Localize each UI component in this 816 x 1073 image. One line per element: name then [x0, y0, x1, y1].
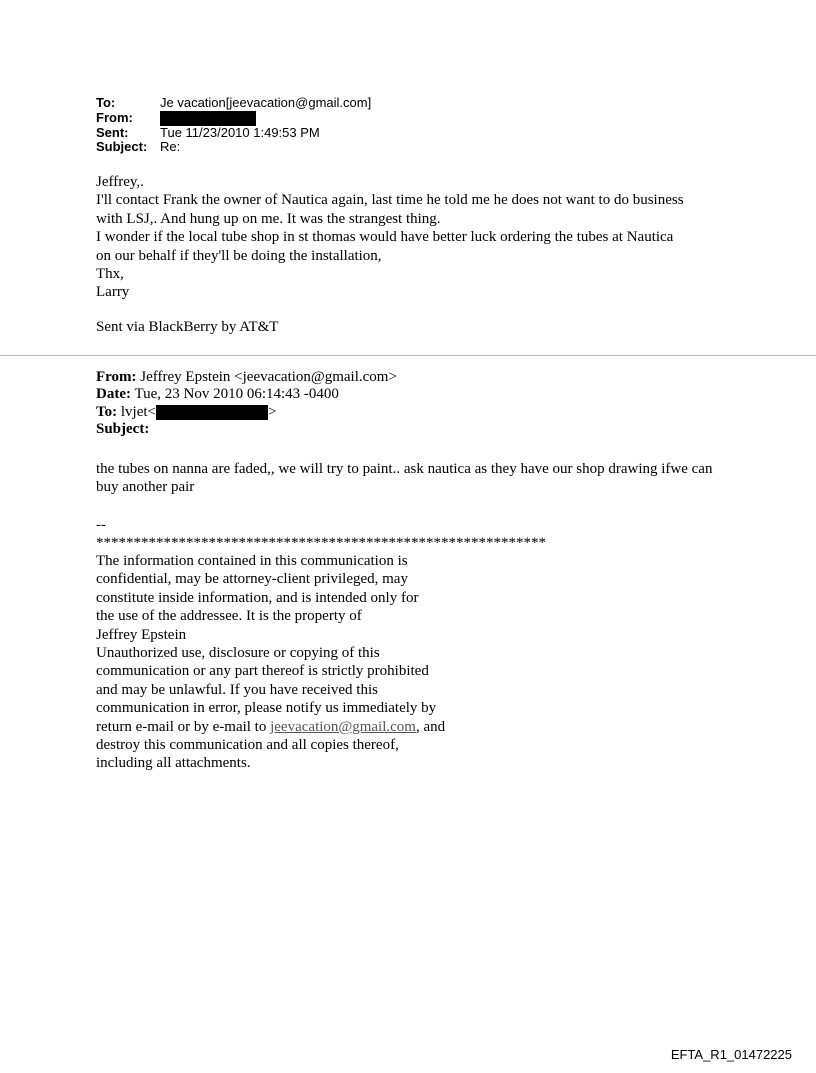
- subject-value: Re:: [160, 139, 181, 154]
- orig-from-row: [96, 369, 397, 386]
- orig-date-row: [96, 386, 397, 403]
- sent-row: [96, 126, 371, 141]
- orig-to-suffix: >: [268, 403, 277, 420]
- disclaimer-text-1: The information contained in this communication is confidential, may be attorney-client privileged, may constitute inside information, and is intended only for the use of the addressee. It is the property of Jeffrey Epstein Unauthorized use, disclosure or copying of this communication or any part thereof is strictly prohibited and may be unlawful. If you have received this communication in error, please notify us immediately by return e-mail or by e-mail to: [96, 553, 437, 735]
- orig-from-label: From:: [96, 369, 137, 385]
- from-label: From:: [96, 109, 133, 125]
- signature-dashes: --: [96, 517, 106, 533]
- document-id: EFTA_R1_01472225: [670, 1047, 792, 1062]
- to-value: Je vacation[jeevacation@gmail.com]: [160, 95, 372, 110]
- orig-to-label: To:: [96, 403, 118, 420]
- original-message-header: [96, 369, 397, 438]
- orig-subject-row: [96, 421, 397, 438]
- subject-row: [96, 140, 371, 155]
- sent-value: Tue 11/23/2010 1:49:53 PM: [160, 124, 320, 140]
- orig-date-label: Date:: [96, 386, 131, 403]
- email-link[interactable]: jeevacation@gmail.com: [270, 718, 416, 735]
- divider: [0, 355, 816, 356]
- to-row: [96, 96, 371, 111]
- orig-date-value: Tue, 23 Nov 2010 06:14:43 -0400: [134, 386, 339, 403]
- orig-to-row: [96, 404, 397, 421]
- orig-from-value: Jeffrey Epstein <jeevacation@gmail.com>: [140, 369, 397, 385]
- signature-separator: [96, 516, 546, 552]
- disclaimer: [96, 552, 445, 773]
- reply-body: Jeffrey,. I'll contact Frank the owner of Nautica again, last time he told me he does not want to do business with LSJ,. And hung up on me. It was the strangest thing. I wonder if the local tube shop in st thomas would have better luck ordering the tubes at Nautica on our behalf if they'll be doing the installation, Thx, Larry: [96, 174, 684, 301]
- subject-label: Subject:: [96, 139, 148, 154]
- email-header: [96, 96, 371, 155]
- sent-label: Sent:: [96, 124, 129, 140]
- from-row: [96, 111, 371, 126]
- signature-stars: ************************************************************: [96, 535, 546, 551]
- disclaimer-text-2: , and destroy this communication and all copies thereof, including all attachments.: [96, 718, 446, 772]
- to-label: To:: [96, 95, 116, 110]
- sent-via-line: Sent via BlackBerry by AT&T: [96, 319, 279, 335]
- original-body: the tubes on nanna are faded,, we will try to paint.. ask nautica as they have our shop drawing ifwe can buy another pair: [96, 461, 713, 495]
- redaction-bar: [156, 405, 268, 420]
- orig-subject-label: Subject:: [96, 420, 150, 437]
- orig-to-prefix: lvjet<: [120, 403, 156, 420]
- redaction-bar: [160, 111, 256, 126]
